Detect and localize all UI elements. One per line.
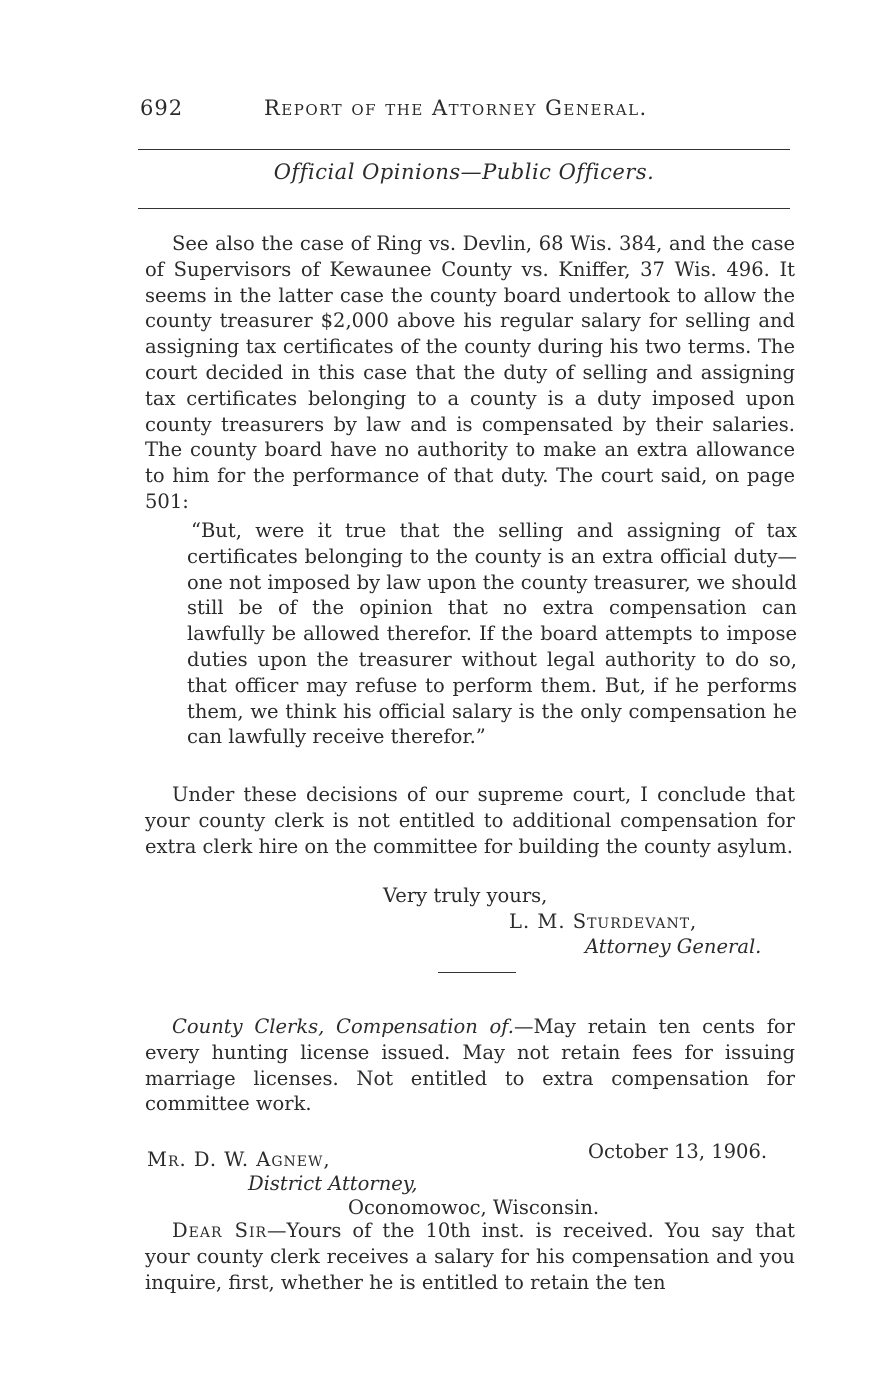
court-quotation: “But, were it true that the selling and assigning of tax certificates belonging to the county is an extra official duty—one not imposed by law upon the county treasurer, we should still be of the opinion that no extra compensation can lawfully be allowed therefor. If the board attempts to impose duties upon the treasurer without legal authority to do so, that officer may refuse to perform them. But, if he performs them, we think his official salary is the only compensation he can lawfully receive therefor.” xyxy=(187,519,797,749)
letter-opening-paragraph xyxy=(145,1218,795,1295)
running-title: Report of the Attorney General. xyxy=(264,96,648,120)
opinion-body xyxy=(145,231,795,515)
letter-salutation: Dear Sir xyxy=(172,1219,268,1242)
letter-addressee-title: District Attorney, xyxy=(248,1172,418,1195)
section-title: Official Opinions—Public Officers. xyxy=(273,160,655,184)
headnote xyxy=(145,1014,795,1117)
page-header xyxy=(140,96,790,126)
letter-body xyxy=(145,1218,795,1295)
paragraph-conclusion: Under these decisions of our supreme court, I conclude that your county clerk is not entitled to additional compensation for extra clerk hire on the committee for building the county asylum. xyxy=(145,783,795,858)
header-rule-top xyxy=(138,149,790,150)
conclusion-body xyxy=(145,782,795,859)
headnote-text: —May retain ten cents for every hunting license issued. May not retain fees for issuing marriage licenses. Not entitled to extra compensation for committee work. xyxy=(145,1015,795,1116)
headnote-subject: County Clerks, Compensation of. xyxy=(172,1015,514,1038)
section-divider xyxy=(438,972,516,973)
letter-addressee: Mr. D. W. Agnew, xyxy=(147,1148,331,1171)
headnote-paragraph xyxy=(145,1014,795,1117)
header-rule-bottom xyxy=(138,208,790,209)
valediction: Very truly yours, xyxy=(383,884,548,907)
page-number: 692 xyxy=(140,96,184,120)
letter-opening-text: —Yours of the 10th inst. is received. You say that your county clerk receives a salary for his compensation and you inquire, first, whether he is entitled to retain the ten xyxy=(145,1219,795,1294)
letter-date: October 13, 1906. xyxy=(588,1140,768,1163)
signatory-name: L. M. Sturdevant, xyxy=(509,910,698,933)
paragraph-case-citations: See also the case of Ring vs. Devlin, 68 Wis. 384, and the case of Supervisors of Kewaunee County vs. Kniffer, 37 Wis. 496. It seems in the latter case the county board undertook to allow the county treasurer $2,000 above his regular salary for selling and assigning tax certificates of the county during his two terms. The court decided in this case that the duty of selling and assigning tax certificates belonging to a county is a duty imposed upon county treasurers by law and is compensated by their salaries. The county board have no authority to make an extra allowance to him for the performance of that duty. The court said, on page 501: xyxy=(145,232,795,513)
letter-location: Oconomowoc, Wisconsin. xyxy=(348,1196,600,1219)
signatory-title: Attorney General. xyxy=(585,935,762,958)
